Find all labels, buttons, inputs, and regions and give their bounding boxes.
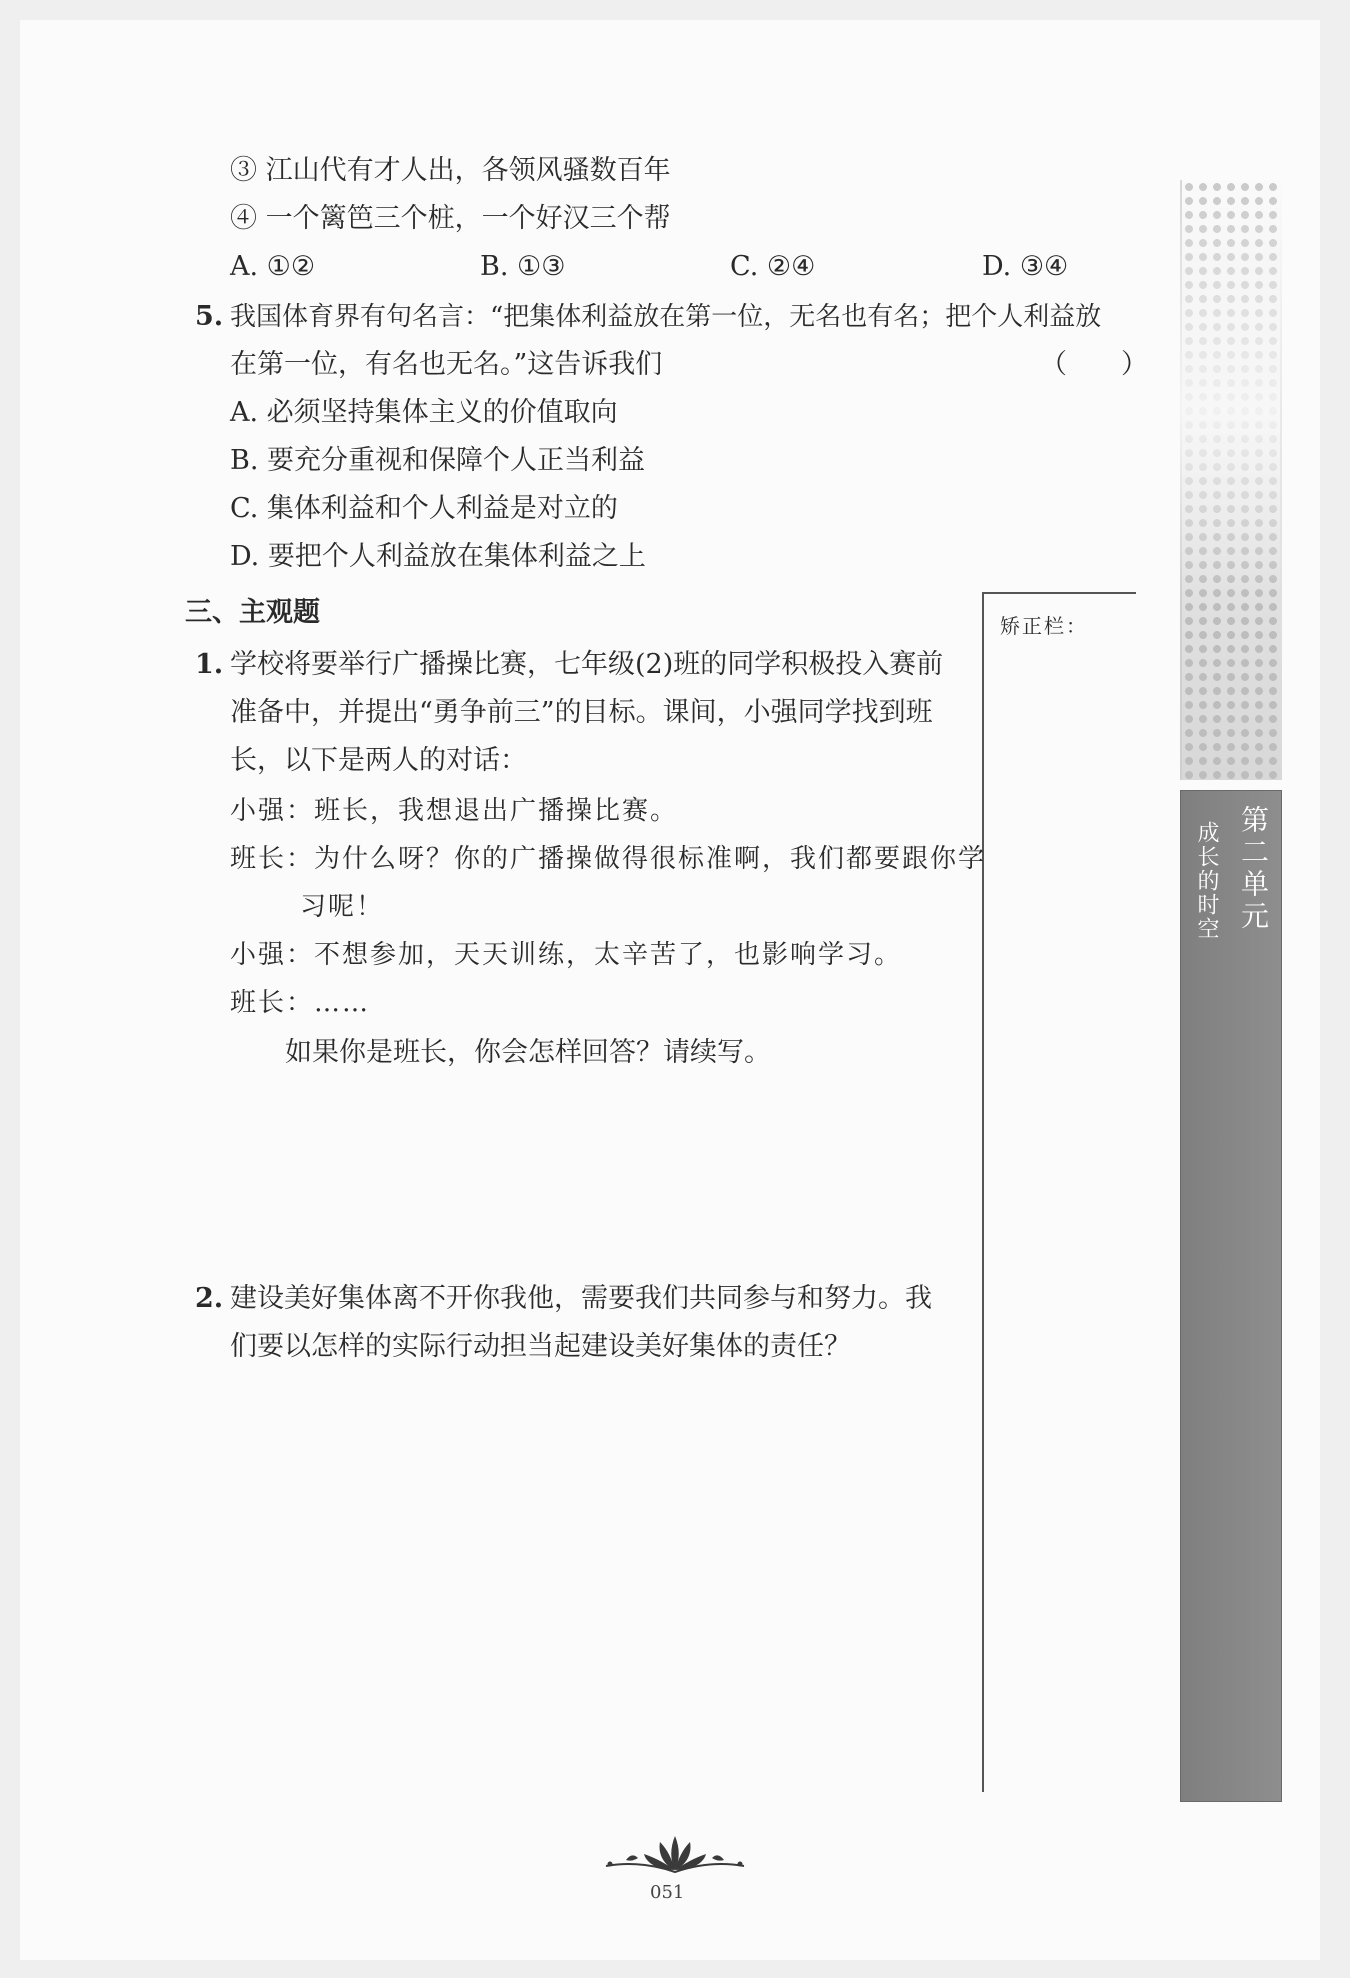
sidebar-unit-label: 第二单元 [1237, 805, 1270, 933]
q5-stem-line-1: 我国体育界有句名言：“把集体利益放在第一位，无名也有名；把个人利益放 [230, 302, 1102, 332]
s1-number: 1. [195, 649, 224, 680]
q5-option-c: C. 集体利益和个人利益是对立的 [230, 493, 618, 524]
q4-choice-c: C. ②④ [730, 251, 816, 282]
s1-stem-line-2: 准备中，并提出“勇争前三”的目标。课间，小强同学找到班 [230, 697, 933, 728]
q5-option-d: D. 要把个人利益放在集体利益之上 [230, 541, 646, 572]
unit-sidebar [1180, 180, 1280, 1800]
page-number: 051 [650, 1882, 685, 1903]
dialogue-line-3: 小强：不想参加，天天训练，太辛苦了，也影响学习。 [230, 940, 903, 970]
q5-answer-paren: （ ） [1040, 349, 1148, 380]
section-title: 三、主观题 [185, 597, 320, 628]
s1-stem-line-3: 长，以下是两人的对话： [230, 745, 527, 776]
s1-stem-line-1: 学校将要举行广播操比赛，七年级(2)班的同学积极投入赛前 [230, 649, 944, 680]
q4-item-3: ③ 江山代有才人出，各领风骚数百年 [230, 155, 671, 186]
q4-choice-a: A. ①② [230, 251, 316, 282]
sidebar-unit-title: 成长的时空 [1194, 821, 1219, 941]
q4-choice-b: B. ①③ [480, 251, 566, 282]
q4-choice-d: D. ③④ [982, 251, 1069, 282]
correction-column-top-rule [982, 592, 1136, 594]
sidebar-unit-band [1180, 790, 1282, 1802]
q4-item-4: ④ 一个篱笆三个桩，一个好汉三个帮 [230, 203, 671, 234]
correction-column-divider [982, 592, 984, 1792]
dialogue-line-4: 班长：…… [230, 988, 371, 1018]
s2-stem-line-2: 们要以怎样的实际行动担当起建设美好集体的责任？ [230, 1331, 851, 1362]
sidebar-pattern-fade [1180, 180, 1280, 600]
s2-number: 2. [195, 1283, 224, 1314]
s1-prompt: 如果你是班长，你会怎样回答？请续写。 [285, 1037, 771, 1068]
dialogue-line-2: 班长：为什么呀？你的广播操做得很标准啊，我们都要跟你学 [230, 844, 987, 874]
correction-column-label: 矫正栏： [1000, 614, 1088, 638]
dialogue-line-1: 小强：班长，我想退出广播操比赛。 [230, 796, 679, 826]
dialogue-line-2-cont: 习呢！ [300, 892, 385, 922]
worksheet-page [20, 20, 1320, 1960]
q5-number: 5. [195, 301, 224, 332]
q5-option-b: B. 要充分重视和保障个人正当利益 [230, 445, 646, 476]
q5-stem-line-2: 在第一位，有名也无名。”这告诉我们 [230, 349, 663, 380]
s2-stem-line-1: 建设美好集体离不开你我他，需要我们共同参与和努力。我 [230, 1283, 932, 1314]
q5-option-a: A. 必须坚持集体主义的价值取向 [230, 397, 618, 428]
floral-ornament-icon [600, 1830, 750, 1880]
